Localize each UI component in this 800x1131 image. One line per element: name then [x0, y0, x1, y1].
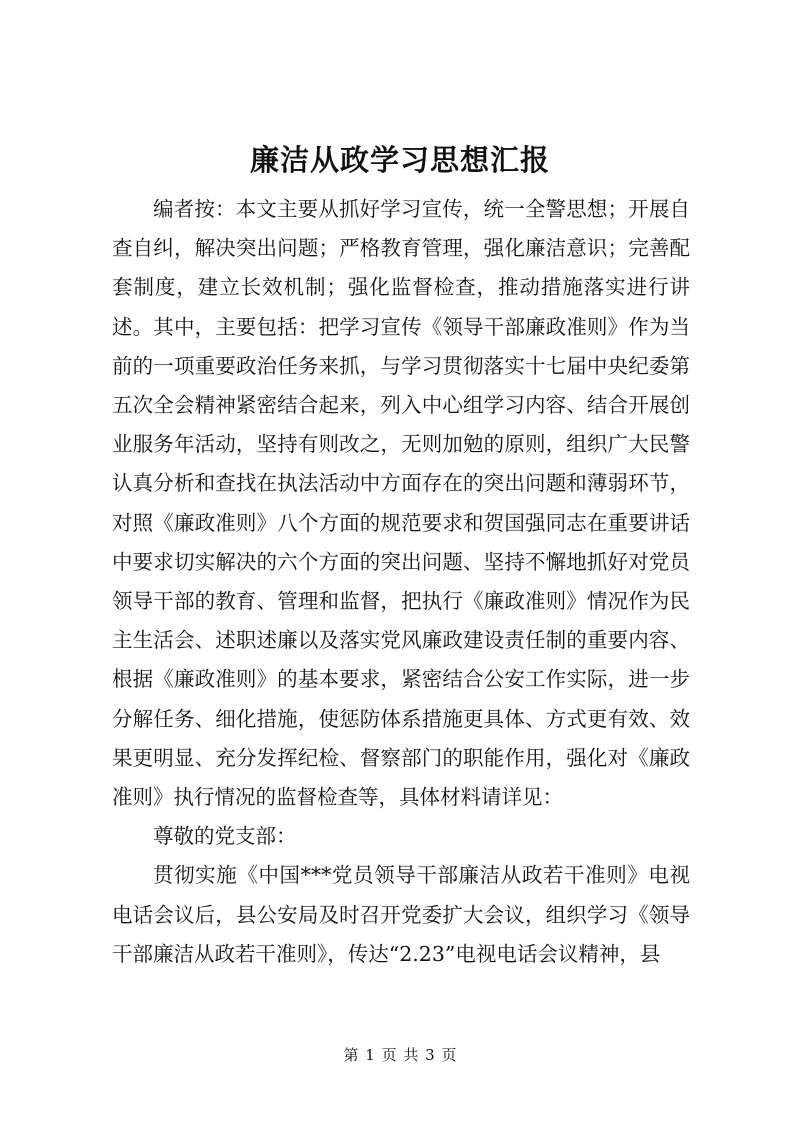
document-body	[112, 190, 690, 974]
page-number-footer: 第 1 页 共 3 页	[343, 1046, 457, 1064]
editor-note-paragraph: 编者按：本文主要从抓好学习宣传，统一全警思想；开展自查自纠，解决突出问题；严格教育管理，强化廉洁意识；完善配套制度，建立长效机制；强化监督检查，推动措施落实进行讲述。其中，主要包括：把学习宣传《领导干部廉政准则》作为当前的一项重要政治任务来抓，与学习贯彻落实十七届中央纪委第五次全会精神紧密结合起来，列入中心组学习内容、结合开展创业服务年活动，坚持有则改之，无则加勉的原则，组织广大民警认真分析和查找在执法活动中方面存在的突出问题和薄弱环节，对照《廉政准则》八个方面的规范要求和贺国强同志在重要讲话中要求切实解决的六个方面的突出问题、坚持不懈地抓好对党员领导干部的教育、管理和监督，把执行《廉政准则》情况作为民主生活会、述职述廉以及落实党风廉政建设责任制的重要内容、根据《廉政准则》的基本要求，紧密结合公安工作实际，进一步分解任务、细化措施，使惩防体系措施更具体、方式更有效、效果更明显、充分发挥纪检、督察部门的职能作用，强化对《廉政准则》执行情况的监督检查等，具体材料请详见：	[112, 197, 690, 810]
body-paragraph: 贯彻实施《中国***党员领导干部廉洁从政若干准则》电视电话会议后，县公安局及时召开党委扩大会议，组织学习《领导干部廉洁从政若干准则》，传达“2.23”电视电话会议精神，县	[112, 863, 690, 966]
document-title: 廉洁从政学习思想汇报	[249, 143, 550, 177]
salutation-paragraph: 尊敬的党支部：	[153, 824, 297, 849]
